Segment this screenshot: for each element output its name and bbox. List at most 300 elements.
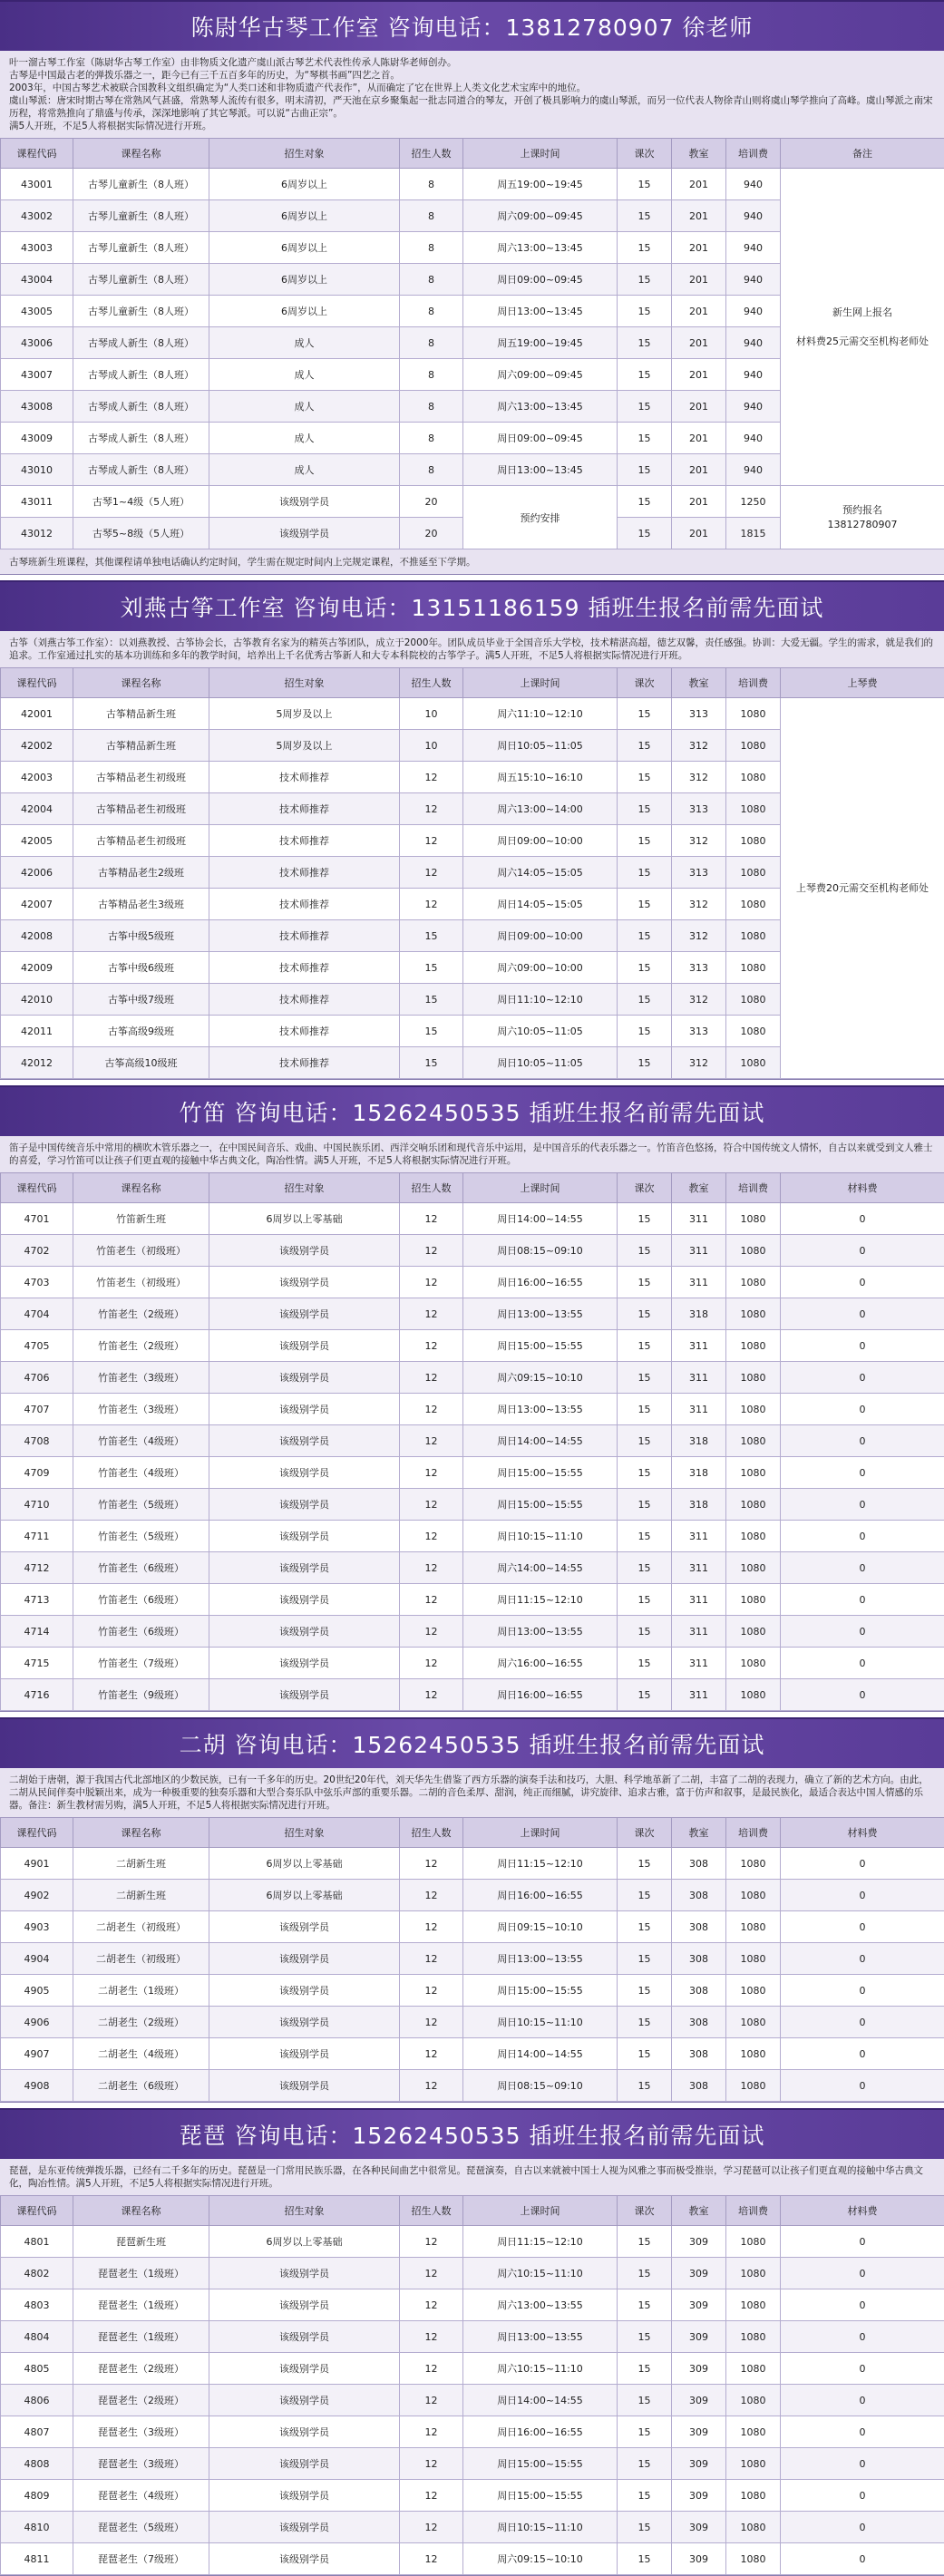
column-header: 招生对象 bbox=[209, 1818, 400, 1848]
table-cell: 竹笛老生（初级班） bbox=[73, 1235, 209, 1267]
column-header: 教室 bbox=[672, 1173, 726, 1203]
intro-paragraph: 叶一溜古琴工作室（陈尉华古琴工作室）由非物质文化遗产虞山派古琴艺术代表性传承人陈尉华老师创办。 bbox=[9, 56, 935, 69]
table-cell: 311 bbox=[672, 1584, 726, 1616]
table-cell: 318 bbox=[672, 1457, 726, 1489]
table-cell: 940 bbox=[726, 391, 781, 423]
table-cell: 古筝高级10级班 bbox=[73, 1047, 209, 1079]
remark-cell: 上琴费20元需交至机构老师处 bbox=[781, 698, 944, 1079]
column-header: 教室 bbox=[672, 668, 726, 698]
table-cell: 15 bbox=[618, 327, 672, 359]
table-cell: 周日11:15~12:10 bbox=[463, 2226, 618, 2258]
table-cell: 周日13:00~13:55 bbox=[463, 1616, 618, 1648]
table-cell: 311 bbox=[672, 1679, 726, 1711]
table-cell: 周日15:00~15:55 bbox=[463, 1489, 618, 1521]
column-header: 上课时间 bbox=[463, 139, 618, 169]
table-cell: 313 bbox=[672, 952, 726, 984]
column-header: 上课时间 bbox=[463, 2196, 618, 2226]
table-cell: 8 bbox=[400, 169, 463, 200]
table-cell: 古琴儿童新生（8人班） bbox=[73, 296, 209, 327]
table-cell: 8 bbox=[400, 232, 463, 264]
table-cell: 琵琶新生班 bbox=[73, 2226, 209, 2258]
table-cell: 4716 bbox=[1, 1679, 73, 1711]
table-cell: 312 bbox=[672, 984, 726, 1016]
section-intro bbox=[0, 2159, 944, 2195]
table-cell: 4906 bbox=[1, 2007, 73, 2038]
table-cell: 5周岁及以上 bbox=[209, 698, 400, 730]
table-cell: 12 bbox=[400, 1848, 463, 1880]
table-cell: 15 bbox=[618, 1911, 672, 1943]
column-header: 课程代码 bbox=[1, 668, 73, 698]
table-cell: 12 bbox=[400, 1457, 463, 1489]
table-cell: 琵琶老生（4级班） bbox=[73, 2480, 209, 2512]
table-cell: 1080 bbox=[726, 1203, 781, 1235]
table-cell: 古琴5~8级（5人班） bbox=[73, 518, 209, 549]
table-cell: 0 bbox=[781, 2038, 944, 2070]
table-cell: 4907 bbox=[1, 2038, 73, 2070]
table-cell: 12 bbox=[400, 2226, 463, 2258]
table-cell: 8 bbox=[400, 391, 463, 423]
table-cell: 周日16:00~16:55 bbox=[463, 1267, 618, 1298]
table-cell: 5周岁及以上 bbox=[209, 730, 400, 762]
table-cell: 15 bbox=[618, 391, 672, 423]
table-cell: 42012 bbox=[1, 1047, 73, 1079]
table-cell: 15 bbox=[618, 1016, 672, 1047]
table-cell: 15 bbox=[618, 169, 672, 200]
table-cell: 0 bbox=[781, 1489, 944, 1521]
table-cell: 4712 bbox=[1, 1552, 73, 1584]
column-header: 上课时间 bbox=[463, 668, 618, 698]
table-row bbox=[1, 1298, 944, 1330]
table-cell: 15 bbox=[618, 1394, 672, 1425]
table-cell: 15 bbox=[618, 2038, 672, 2070]
table-cell: 4901 bbox=[1, 1848, 73, 1880]
table-cell: 12 bbox=[400, 1943, 463, 1975]
table-cell: 15 bbox=[618, 486, 672, 518]
table-cell: 该级别学员 bbox=[209, 2007, 400, 2038]
table-cell: 竹笛老生（5级班） bbox=[73, 1489, 209, 1521]
table-cell: 1080 bbox=[726, 857, 781, 889]
table-cell: 12 bbox=[400, 1362, 463, 1394]
table-cell: 311 bbox=[672, 1235, 726, 1267]
table-cell: 15 bbox=[618, 762, 672, 793]
table-cell: 309 bbox=[672, 2258, 726, 2289]
table-cell: 1080 bbox=[726, 1552, 781, 1584]
table-header-row bbox=[1, 1818, 944, 1848]
table-cell: 1080 bbox=[726, 1911, 781, 1943]
table-cell: 309 bbox=[672, 2353, 726, 2385]
table-cell: 古筝精品新生班 bbox=[73, 698, 209, 730]
table-cell: 0 bbox=[781, 1943, 944, 1975]
table-cell: 42004 bbox=[1, 793, 73, 825]
table-cell: 12 bbox=[400, 2007, 463, 2038]
table-cell: 该级别学员 bbox=[209, 1616, 400, 1648]
column-header: 招生人数 bbox=[400, 1173, 463, 1203]
table-cell: 8 bbox=[400, 200, 463, 232]
intro-paragraph: 二胡始于唐朝，源于我国古代北部地区的少数民族，已有一千多年的历史。20世纪20年代，刘天华先生借鉴了西方乐器的演奏手法和技巧，大胆、科学地革新了二胡，丰富了二胡的表现力，确立了新的艺术方向。由此，二胡从民间伴奏中脱颖出来，成为一种极重要的独奏乐器和大型合奏乐队中弦乐声部的重要乐器。二胡的音色柔厚、甜润，纯正而细腻，讲究旋律、追求古雅，富于仿声和叙事，是最民族化，最适合表达中国人情感的乐器。备注：新生教材需另购，满5人开班，不足5人将根据实际情况进行开班。 bbox=[9, 1774, 935, 1812]
table-cell: 940 bbox=[726, 296, 781, 327]
table-cell: 201 bbox=[672, 296, 726, 327]
table-cell: 15 bbox=[618, 2070, 672, 2102]
table-cell: 12 bbox=[400, 2070, 463, 2102]
table-cell: 12 bbox=[400, 1552, 463, 1584]
table-cell: 该级别学员 bbox=[209, 2321, 400, 2353]
table-row bbox=[1, 1457, 944, 1489]
table-cell: 该级别学员 bbox=[209, 1975, 400, 2007]
table-cell: 311 bbox=[672, 1521, 726, 1552]
table-cell: 12 bbox=[400, 1584, 463, 1616]
table-cell: 12 bbox=[400, 2512, 463, 2543]
table-cell: 6周岁以上零基础 bbox=[209, 1848, 400, 1880]
table-row bbox=[1, 698, 944, 730]
table-cell: 940 bbox=[726, 423, 781, 454]
table-cell: 43005 bbox=[1, 296, 73, 327]
table-cell: 1080 bbox=[726, 2070, 781, 2102]
table-cell: 15 bbox=[618, 1047, 672, 1079]
table-cell: 琵琶老生（1级班） bbox=[73, 2289, 209, 2321]
column-header: 招生对象 bbox=[209, 1173, 400, 1203]
table-cell: 311 bbox=[672, 1616, 726, 1648]
table-cell: 12 bbox=[400, 1521, 463, 1552]
table-cell: 4801 bbox=[1, 2226, 73, 2258]
table-cell: 309 bbox=[672, 2321, 726, 2353]
table-cell: 15 bbox=[618, 2448, 672, 2480]
table-cell: 43012 bbox=[1, 518, 73, 549]
table-cell: 0 bbox=[781, 1679, 944, 1711]
section-title-banner: 琵琶 咨询电话：15262450535 插班生报名前需先面试 bbox=[0, 2108, 944, 2159]
table-cell: 1080 bbox=[726, 2321, 781, 2353]
table-cell: 12 bbox=[400, 1267, 463, 1298]
table-cell: 15 bbox=[618, 1584, 672, 1616]
column-header: 上课时间 bbox=[463, 1818, 618, 1848]
table-cell: 1080 bbox=[726, 698, 781, 730]
table-cell: 周六14:05~15:05 bbox=[463, 857, 618, 889]
table-cell: 0 bbox=[781, 2070, 944, 2102]
table-cell: 成人 bbox=[209, 359, 400, 391]
table-cell: 15 bbox=[618, 264, 672, 296]
table-cell: 15 bbox=[618, 889, 672, 920]
table-cell: 313 bbox=[672, 857, 726, 889]
table-cell: 技术师推荐 bbox=[209, 984, 400, 1016]
table-cell: 竹笛老生（4级班） bbox=[73, 1425, 209, 1457]
column-header: 课程名称 bbox=[73, 1173, 209, 1203]
section-zhudi bbox=[0, 1085, 944, 1712]
table-cell: 二胡新生班 bbox=[73, 1848, 209, 1880]
table-cell: 1080 bbox=[726, 1943, 781, 1975]
table-row bbox=[1, 1648, 944, 1679]
table-cell: 6周岁以上零基础 bbox=[209, 2226, 400, 2258]
table-cell: 1250 bbox=[726, 486, 781, 518]
column-header: 招生对象 bbox=[209, 139, 400, 169]
table-cell: 1080 bbox=[726, 2512, 781, 2543]
table-cell: 43004 bbox=[1, 264, 73, 296]
table-cell: 1080 bbox=[726, 2353, 781, 2385]
table-cell: 42010 bbox=[1, 984, 73, 1016]
column-header: 课程名称 bbox=[73, 139, 209, 169]
table-cell: 1080 bbox=[726, 984, 781, 1016]
table-cell: 1080 bbox=[726, 2226, 781, 2258]
table-cell: 0 bbox=[781, 1616, 944, 1648]
table-header-row bbox=[1, 139, 944, 169]
table-cell: 4713 bbox=[1, 1584, 73, 1616]
table-cell: 0 bbox=[781, 2007, 944, 2038]
table-header-row bbox=[1, 1173, 944, 1203]
table-row bbox=[1, 1203, 944, 1235]
table-row bbox=[1, 486, 944, 518]
table-cell: 竹笛老生（9级班） bbox=[73, 1679, 209, 1711]
table-cell: 周日09:00~09:45 bbox=[463, 264, 618, 296]
table-cell: 15 bbox=[618, 1457, 672, 1489]
table-cell: 该级别学员 bbox=[209, 1521, 400, 1552]
table-row bbox=[1, 1616, 944, 1648]
table-cell: 0 bbox=[781, 2289, 944, 2321]
table-header-row bbox=[1, 2196, 944, 2226]
table-cell: 4811 bbox=[1, 2543, 73, 2575]
schedule-table bbox=[0, 667, 944, 1079]
table-row bbox=[1, 2385, 944, 2416]
table-cell: 该级别学员 bbox=[209, 2543, 400, 2575]
table-cell: 古琴儿童新生（8人班） bbox=[73, 264, 209, 296]
table-cell: 12 bbox=[400, 2258, 463, 2289]
table-cell: 15 bbox=[618, 1235, 672, 1267]
schedule-table bbox=[0, 2195, 944, 2575]
table-cell: 1080 bbox=[726, 2480, 781, 2512]
table-cell: 309 bbox=[672, 2512, 726, 2543]
table-cell: 成人 bbox=[209, 454, 400, 486]
table-cell: 4908 bbox=[1, 2070, 73, 2102]
remark-cell: 新生网上报名 材料费25元需交至机构老师处 bbox=[781, 169, 944, 486]
section-title-banner: 竹笛 咨询电话：15262450535 插班生报名前需先面试 bbox=[0, 1085, 944, 1136]
table-cell: 0 bbox=[781, 2448, 944, 2480]
table-cell: 201 bbox=[672, 518, 726, 549]
table-cell: 0 bbox=[781, 1457, 944, 1489]
table-cell: 15 bbox=[400, 952, 463, 984]
table-cell: 周日10:05~11:05 bbox=[463, 730, 618, 762]
table-cell: 12 bbox=[400, 1975, 463, 2007]
table-cell: 周日09:00~10:00 bbox=[463, 920, 618, 952]
table-cell: 15 bbox=[618, 984, 672, 1016]
table-cell: 周六09:15~10:10 bbox=[463, 2543, 618, 2575]
table-cell: 15 bbox=[618, 2416, 672, 2448]
table-cell: 43011 bbox=[1, 486, 73, 518]
table-cell: 4702 bbox=[1, 1235, 73, 1267]
table-cell: 该级别学员 bbox=[209, 2385, 400, 2416]
table-row bbox=[1, 2070, 944, 2102]
table-row bbox=[1, 1235, 944, 1267]
table-cell: 竹笛老生（2级班） bbox=[73, 1298, 209, 1330]
table-cell: 二胡老生（2级班） bbox=[73, 2007, 209, 2038]
table-cell: 0 bbox=[781, 1362, 944, 1394]
table-cell: 古筝中级7级班 bbox=[73, 984, 209, 1016]
table-cell: 42009 bbox=[1, 952, 73, 984]
table-cell: 15 bbox=[618, 2289, 672, 2321]
table-cell: 4710 bbox=[1, 1489, 73, 1521]
table-cell: 318 bbox=[672, 1298, 726, 1330]
table-cell: 周六13:00~13:45 bbox=[463, 232, 618, 264]
table-cell: 0 bbox=[781, 1521, 944, 1552]
table-cell: 0 bbox=[781, 2416, 944, 2448]
table-cell: 201 bbox=[672, 327, 726, 359]
table-cell: 42002 bbox=[1, 730, 73, 762]
table-cell: 1080 bbox=[726, 2448, 781, 2480]
schedule-table bbox=[0, 138, 944, 549]
table-cell: 周六13:00~14:00 bbox=[463, 793, 618, 825]
table-cell: 古筝中级5级班 bbox=[73, 920, 209, 952]
table-cell: 4707 bbox=[1, 1394, 73, 1425]
table-cell: 15 bbox=[618, 793, 672, 825]
table-cell: 1080 bbox=[726, 1848, 781, 1880]
table-cell: 0 bbox=[781, 2353, 944, 2385]
table-cell: 15 bbox=[618, 454, 672, 486]
table-cell: 1080 bbox=[726, 952, 781, 984]
table-cell: 周日14:00~14:55 bbox=[463, 1425, 618, 1457]
table-cell: 周日09:00~10:00 bbox=[463, 825, 618, 857]
column-header: 课程名称 bbox=[73, 668, 209, 698]
table-cell: 311 bbox=[672, 1330, 726, 1362]
table-cell: 313 bbox=[672, 1016, 726, 1047]
table-cell: 古筝精品老生初级班 bbox=[73, 762, 209, 793]
table-cell: 201 bbox=[672, 359, 726, 391]
table-cell: 周五19:00~19:45 bbox=[463, 169, 618, 200]
column-header: 课次 bbox=[618, 2196, 672, 2226]
table-cell: 1080 bbox=[726, 2038, 781, 2070]
table-cell: 0 bbox=[781, 2321, 944, 2353]
table-cell: 12 bbox=[400, 2289, 463, 2321]
table-cell: 技术师推荐 bbox=[209, 762, 400, 793]
table-cell: 12 bbox=[400, 1394, 463, 1425]
table-cell: 琵琶老生（3级班） bbox=[73, 2448, 209, 2480]
table-cell: 313 bbox=[672, 698, 726, 730]
table-cell: 15 bbox=[618, 1848, 672, 1880]
table-cell: 6周岁以上 bbox=[209, 232, 400, 264]
table-row bbox=[1, 2480, 944, 2512]
table-cell: 技术师推荐 bbox=[209, 889, 400, 920]
table-cell: 竹笛老生（3级班） bbox=[73, 1394, 209, 1425]
table-cell: 0 bbox=[781, 2226, 944, 2258]
table-cell: 309 bbox=[672, 2416, 726, 2448]
table-cell: 15 bbox=[618, 200, 672, 232]
intro-paragraph: 虞山琴派：唐宋时期古琴在常熟风气甚盛，常熟琴人流传有很多，明末清初，严天池在京乡聚集起一批志同道合的琴友，开创了极具影响力的虞山琴派，而另一位代表人物徐青山则将虞山琴学推向了高峰。虞山琴派之南宋历程，将常熟推向了鼎盛与传承，深深地影响了其它琴派。可以说“古曲正宗”。 bbox=[9, 94, 935, 120]
intro-paragraph: 琵琶，是东亚传统弹拨乐器，已经有二千多年的历史。琵琶是一门常用民族乐器，在各种民间曲艺中很常见。琵琶演奏，自古以来就被中国士人视为风雅之事而极受推崇，学习琵琶可以让孩子们更直观的接触中华古典文化，陶冶性情。满5人开班，不足5人将根据实际情况进行开班。 bbox=[9, 2164, 935, 2190]
table-row bbox=[1, 1848, 944, 1880]
table-cell: 技术师推荐 bbox=[209, 825, 400, 857]
table-cell: 竹笛老生（6级班） bbox=[73, 1552, 209, 1584]
table-cell: 周日10:15~11:10 bbox=[463, 2007, 618, 2038]
column-header: 教室 bbox=[672, 1818, 726, 1848]
table-cell: 该级别学员 bbox=[209, 1679, 400, 1711]
table-cell: 311 bbox=[672, 1394, 726, 1425]
table-cell: 43001 bbox=[1, 169, 73, 200]
table-cell: 周六10:15~11:10 bbox=[463, 2353, 618, 2385]
table-cell: 15 bbox=[618, 2543, 672, 2575]
table-cell: 0 bbox=[781, 1235, 944, 1267]
table-cell: 该级别学员 bbox=[209, 518, 400, 549]
table-cell: 6周岁以上零基础 bbox=[209, 1880, 400, 1911]
table-cell: 12 bbox=[400, 2480, 463, 2512]
column-header: 备注 bbox=[781, 139, 944, 169]
table-cell: 12 bbox=[400, 1679, 463, 1711]
table-cell: 周六09:00~09:45 bbox=[463, 359, 618, 391]
table-cell: 1080 bbox=[726, 2007, 781, 2038]
table-cell: 308 bbox=[672, 1911, 726, 1943]
table-cell: 周日13:00~13:55 bbox=[463, 1298, 618, 1330]
table-cell: 二胡老生（4级班） bbox=[73, 2038, 209, 2070]
column-header: 培训费 bbox=[726, 139, 781, 169]
table-cell: 该级别学员 bbox=[209, 1489, 400, 1521]
section-intro bbox=[0, 51, 944, 138]
table-cell: 1080 bbox=[726, 2385, 781, 2416]
table-cell: 43007 bbox=[1, 359, 73, 391]
table-cell: 古琴成人新生（8人班） bbox=[73, 391, 209, 423]
table-cell: 15 bbox=[618, 920, 672, 952]
table-cell: 成人 bbox=[209, 327, 400, 359]
table-cell: 15 bbox=[618, 1552, 672, 1584]
table-row bbox=[1, 1880, 944, 1911]
table-cell: 周日09:15~10:10 bbox=[463, 1911, 618, 1943]
table-cell: 1080 bbox=[726, 1880, 781, 1911]
table-cell: 0 bbox=[781, 1975, 944, 2007]
column-header: 课程代码 bbox=[1, 1818, 73, 1848]
table-cell: 4701 bbox=[1, 1203, 73, 1235]
table-cell: 周五19:00~19:45 bbox=[463, 327, 618, 359]
table-cell: 4703 bbox=[1, 1267, 73, 1298]
table-cell: 311 bbox=[672, 1362, 726, 1394]
table-cell: 12 bbox=[400, 2448, 463, 2480]
column-header: 上课时间 bbox=[463, 1173, 618, 1203]
table-cell: 201 bbox=[672, 200, 726, 232]
table-cell: 该级别学员 bbox=[209, 2480, 400, 2512]
table-cell: 竹笛老生（初级班） bbox=[73, 1267, 209, 1298]
table-cell: 940 bbox=[726, 232, 781, 264]
column-header: 招生人数 bbox=[400, 668, 463, 698]
table-cell: 308 bbox=[672, 2038, 726, 2070]
table-cell: 古琴儿童新生（8人班） bbox=[73, 169, 209, 200]
table-cell: 4902 bbox=[1, 1880, 73, 1911]
table-cell: 318 bbox=[672, 1425, 726, 1457]
table-cell: 竹笛老生（6级班） bbox=[73, 1584, 209, 1616]
table-cell: 12 bbox=[400, 2385, 463, 2416]
section-pipa bbox=[0, 2108, 944, 2576]
table-row bbox=[1, 1943, 944, 1975]
table-cell: 4903 bbox=[1, 1911, 73, 1943]
table-cell: 15 bbox=[618, 2512, 672, 2543]
table-cell: 1080 bbox=[726, 730, 781, 762]
table-cell: 该级别学员 bbox=[209, 1267, 400, 1298]
table-cell: 15 bbox=[618, 1489, 672, 1521]
table-cell: 周日15:00~15:55 bbox=[463, 2448, 618, 2480]
table-cell: 周五15:10~16:10 bbox=[463, 762, 618, 793]
section-erhu bbox=[0, 1717, 944, 2103]
table-cell: 该级别学员 bbox=[209, 1911, 400, 1943]
table-cell: 该级别学员 bbox=[209, 1584, 400, 1616]
table-cell: 0 bbox=[781, 1298, 944, 1330]
column-header: 培训费 bbox=[726, 2196, 781, 2226]
table-cell: 1080 bbox=[726, 2543, 781, 2575]
table-cell: 周日16:00~16:55 bbox=[463, 1880, 618, 1911]
table-cell: 20 bbox=[400, 518, 463, 549]
table-cell: 周日16:00~16:55 bbox=[463, 1679, 618, 1711]
table-cell: 该级别学员 bbox=[209, 2070, 400, 2102]
section-guzheng bbox=[0, 580, 944, 1080]
table-cell: 8 bbox=[400, 359, 463, 391]
table-cell: 4806 bbox=[1, 2385, 73, 2416]
table-cell: 312 bbox=[672, 762, 726, 793]
table-cell: 12 bbox=[400, 793, 463, 825]
table-cell: 4709 bbox=[1, 1457, 73, 1489]
table-cell: 15 bbox=[618, 1943, 672, 1975]
table-cell: 43006 bbox=[1, 327, 73, 359]
column-header: 课次 bbox=[618, 1818, 672, 1848]
table-cell: 15 bbox=[618, 1362, 672, 1394]
